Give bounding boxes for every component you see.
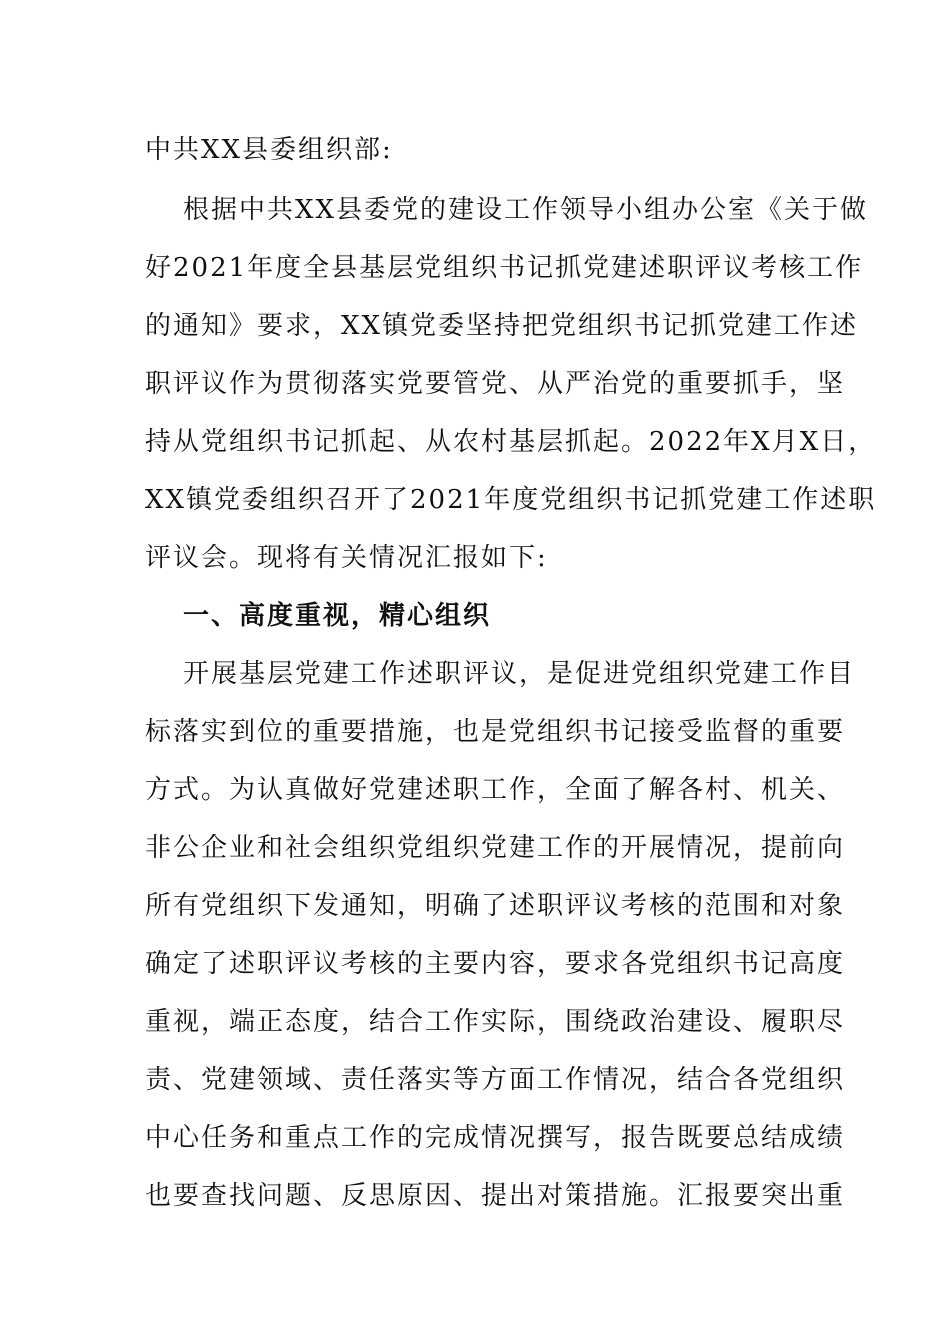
paragraph-line: 方式。为认真做好党建述职工作，全面了解各村、机关、 [145, 775, 846, 805]
paragraph-line: 评议会。现将有关情况汇报如下: [145, 543, 548, 573]
paragraph-line: 非公企业和社会组织党组织党建工作的开展情况，提前向 [145, 833, 846, 863]
paragraph-line: 也要查找问题、反思原因、提出对策措施。汇报要突出重 [145, 1181, 846, 1211]
paragraph-line: 好2021年度全县基层党组织书记抓党建述职评议考核工作 [145, 253, 864, 283]
paragraph-line: 的通知》要求，XX镇党委坚持把党组织书记抓党建工作述 [145, 311, 859, 341]
paragraph-line: 开展基层党建工作述职评议，是促进党组织党建工作目 [183, 659, 856, 689]
section-heading: 一、高度重视，精心组织 [183, 601, 492, 631]
paragraph-line: 根据中共XX县委党的建设工作领导小组办公室《关于做 [183, 195, 869, 225]
paragraph-line: 责、党建领域、责任落实等方面工作情况，结合各党组织 [145, 1065, 846, 1095]
salutation: 中共XX县委组织部: [145, 135, 393, 165]
paragraph-line: XX镇党委组织召开了2021年度党组织书记抓党建工作述职 [145, 485, 877, 515]
paragraph-line: 重视，端正态度，结合工作实际，围绕政治建设、履职尽 [145, 1007, 846, 1037]
paragraph-line: 中心任务和重点工作的完成情况撰写，报告既要总结成绩 [145, 1123, 846, 1153]
paragraph-line: 确定了述职评议考核的主要内容，要求各党组织书记高度 [145, 949, 846, 979]
paragraph-line: 职评议作为贯彻落实党要管党、从严治党的重要抓手，坚 [145, 369, 846, 399]
paragraph-line: 标落实到位的重要措施，也是党组织书记接受监督的重要 [145, 717, 846, 747]
paragraph-line: 持从党组织书记抓起、从农村基层抓起。2022年X月X日， [145, 427, 877, 457]
paragraph-line: 所有党组织下发通知，明确了述职评议考核的范围和对象 [145, 891, 846, 921]
